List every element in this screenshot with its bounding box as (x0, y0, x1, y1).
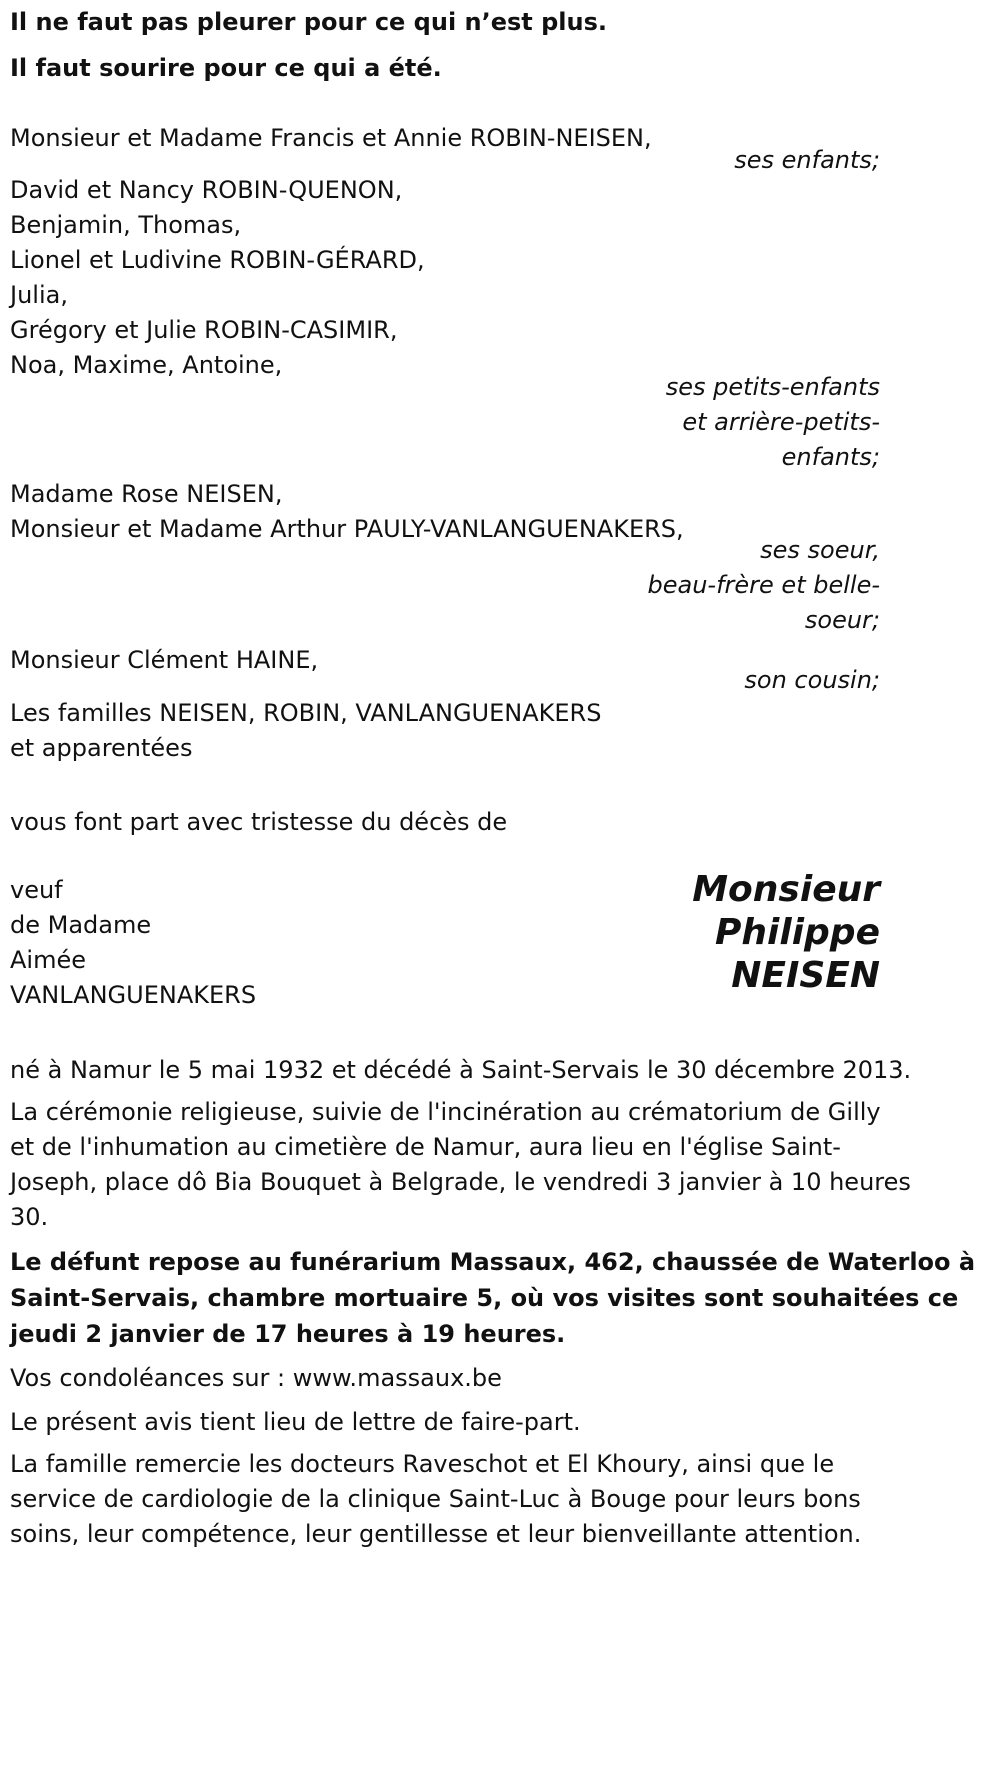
widower-line: veuf (10, 876, 63, 904)
grandchildren-name: Grégory et Julie ROBIN-CASIMIR, (10, 316, 398, 344)
grandchildren-name: David et Nancy ROBIN-QUENON, (10, 176, 403, 204)
deceased-title: Monsieur (692, 869, 880, 910)
notice: Le présent avis tient lieu de lettre de faire-part. (10, 1408, 581, 1436)
visitation-paragraph (10, 1244, 975, 1352)
grandchildren-role-line: enfants; (781, 443, 880, 471)
thanks-line: service de cardiologie de la clinique Saint-Luc à Bouge pour leurs bons (10, 1485, 861, 1513)
widower-line: de Madame (10, 911, 152, 939)
grandchildren-name: Lionel et Ludivine ROBIN-GÉRARD, (10, 246, 425, 274)
grandchildren-names (10, 173, 425, 383)
deceased-name (692, 868, 880, 997)
sibling-name: Monsieur et Madame Arthur PAULY-VANLANGUENAKERS, (10, 515, 684, 543)
ceremony-line: et de l'inhumation au cimetière de Namur, aura lieu en l'église Saint- (10, 1133, 841, 1161)
siblings-names (10, 477, 684, 547)
thanks-line: La famille remercie les docteurs Raveschot et El Khoury, ainsi que le (10, 1450, 835, 1478)
siblings-role-line: beau-frère et belle- (647, 571, 880, 599)
grandchildren-role (666, 370, 880, 475)
widower-block (10, 873, 256, 1013)
families-line: Les familles NEISEN, ROBIN, VANLANGUENAKERS (10, 699, 602, 727)
condolences: Vos condoléances sur : www.massaux.be (10, 1364, 502, 1392)
visitation-line: Le défunt repose au funérarium Massaux, 462, chaussée de Waterloo à (10, 1248, 976, 1276)
grandchildren-name: Julia, (10, 281, 68, 309)
grandchildren-role-line: et arrière-petits- (682, 408, 880, 436)
children-role: ses enfants; (734, 146, 880, 174)
visitation-line: jeudi 2 janvier de 17 heures à 19 heures. (10, 1320, 566, 1348)
ceremony-line: La cérémonie religieuse, suivie de l'incinération au crématorium de Gilly (10, 1098, 881, 1126)
ceremony-paragraph (10, 1095, 911, 1235)
thanks-paragraph (10, 1447, 861, 1552)
ceremony-line: 30. (10, 1203, 49, 1231)
thanks-line: soins, leur compétence, leur gentillesse et leur bienveillante attention. (10, 1520, 862, 1548)
birth-death: né à Namur le 5 mai 1932 et décédé à Saint-Servais le 30 décembre 2013. (10, 1056, 912, 1084)
grandchildren-role-line: ses petits-enfants (665, 373, 880, 401)
siblings-role-line: ses soeur, (760, 536, 880, 564)
cousin-role: son cousin; (744, 666, 880, 694)
deceased-first-name: Philippe (715, 912, 880, 953)
grandchildren-name: Noa, Maxime, Antoine, (10, 351, 283, 379)
families-block (10, 696, 601, 766)
grandchildren-name: Benjamin, Thomas, (10, 211, 242, 239)
siblings-role (648, 533, 881, 638)
sibling-name: Madame Rose NEISEN, (10, 480, 283, 508)
cousin-name: Monsieur Clément HAINE, (10, 646, 319, 674)
motto-line-1: Il ne faut pas pleurer pour ce qui n’est plus. (10, 8, 608, 36)
families-line: et apparentées (10, 734, 193, 762)
announcement: vous font part avec tristesse du décès de (10, 808, 508, 836)
ceremony-line: Joseph, place dô Bia Bouquet à Belgrade, le vendredi 3 janvier à 10 heures (10, 1168, 911, 1196)
deceased-last-name: NEISEN (731, 955, 880, 996)
children-name: Monsieur et Madame Francis et Annie ROBIN-NEISEN, (10, 124, 652, 152)
widower-line: Aimée (10, 946, 86, 974)
widower-line: VANLANGUENAKERS (10, 981, 257, 1009)
siblings-role-line: soeur; (804, 606, 880, 634)
visitation-line: Saint-Servais, chambre mortuaire 5, où vos visites sont souhaitées ce (10, 1284, 959, 1312)
motto-line-2: Il faut sourire pour ce qui a été. (10, 54, 442, 82)
